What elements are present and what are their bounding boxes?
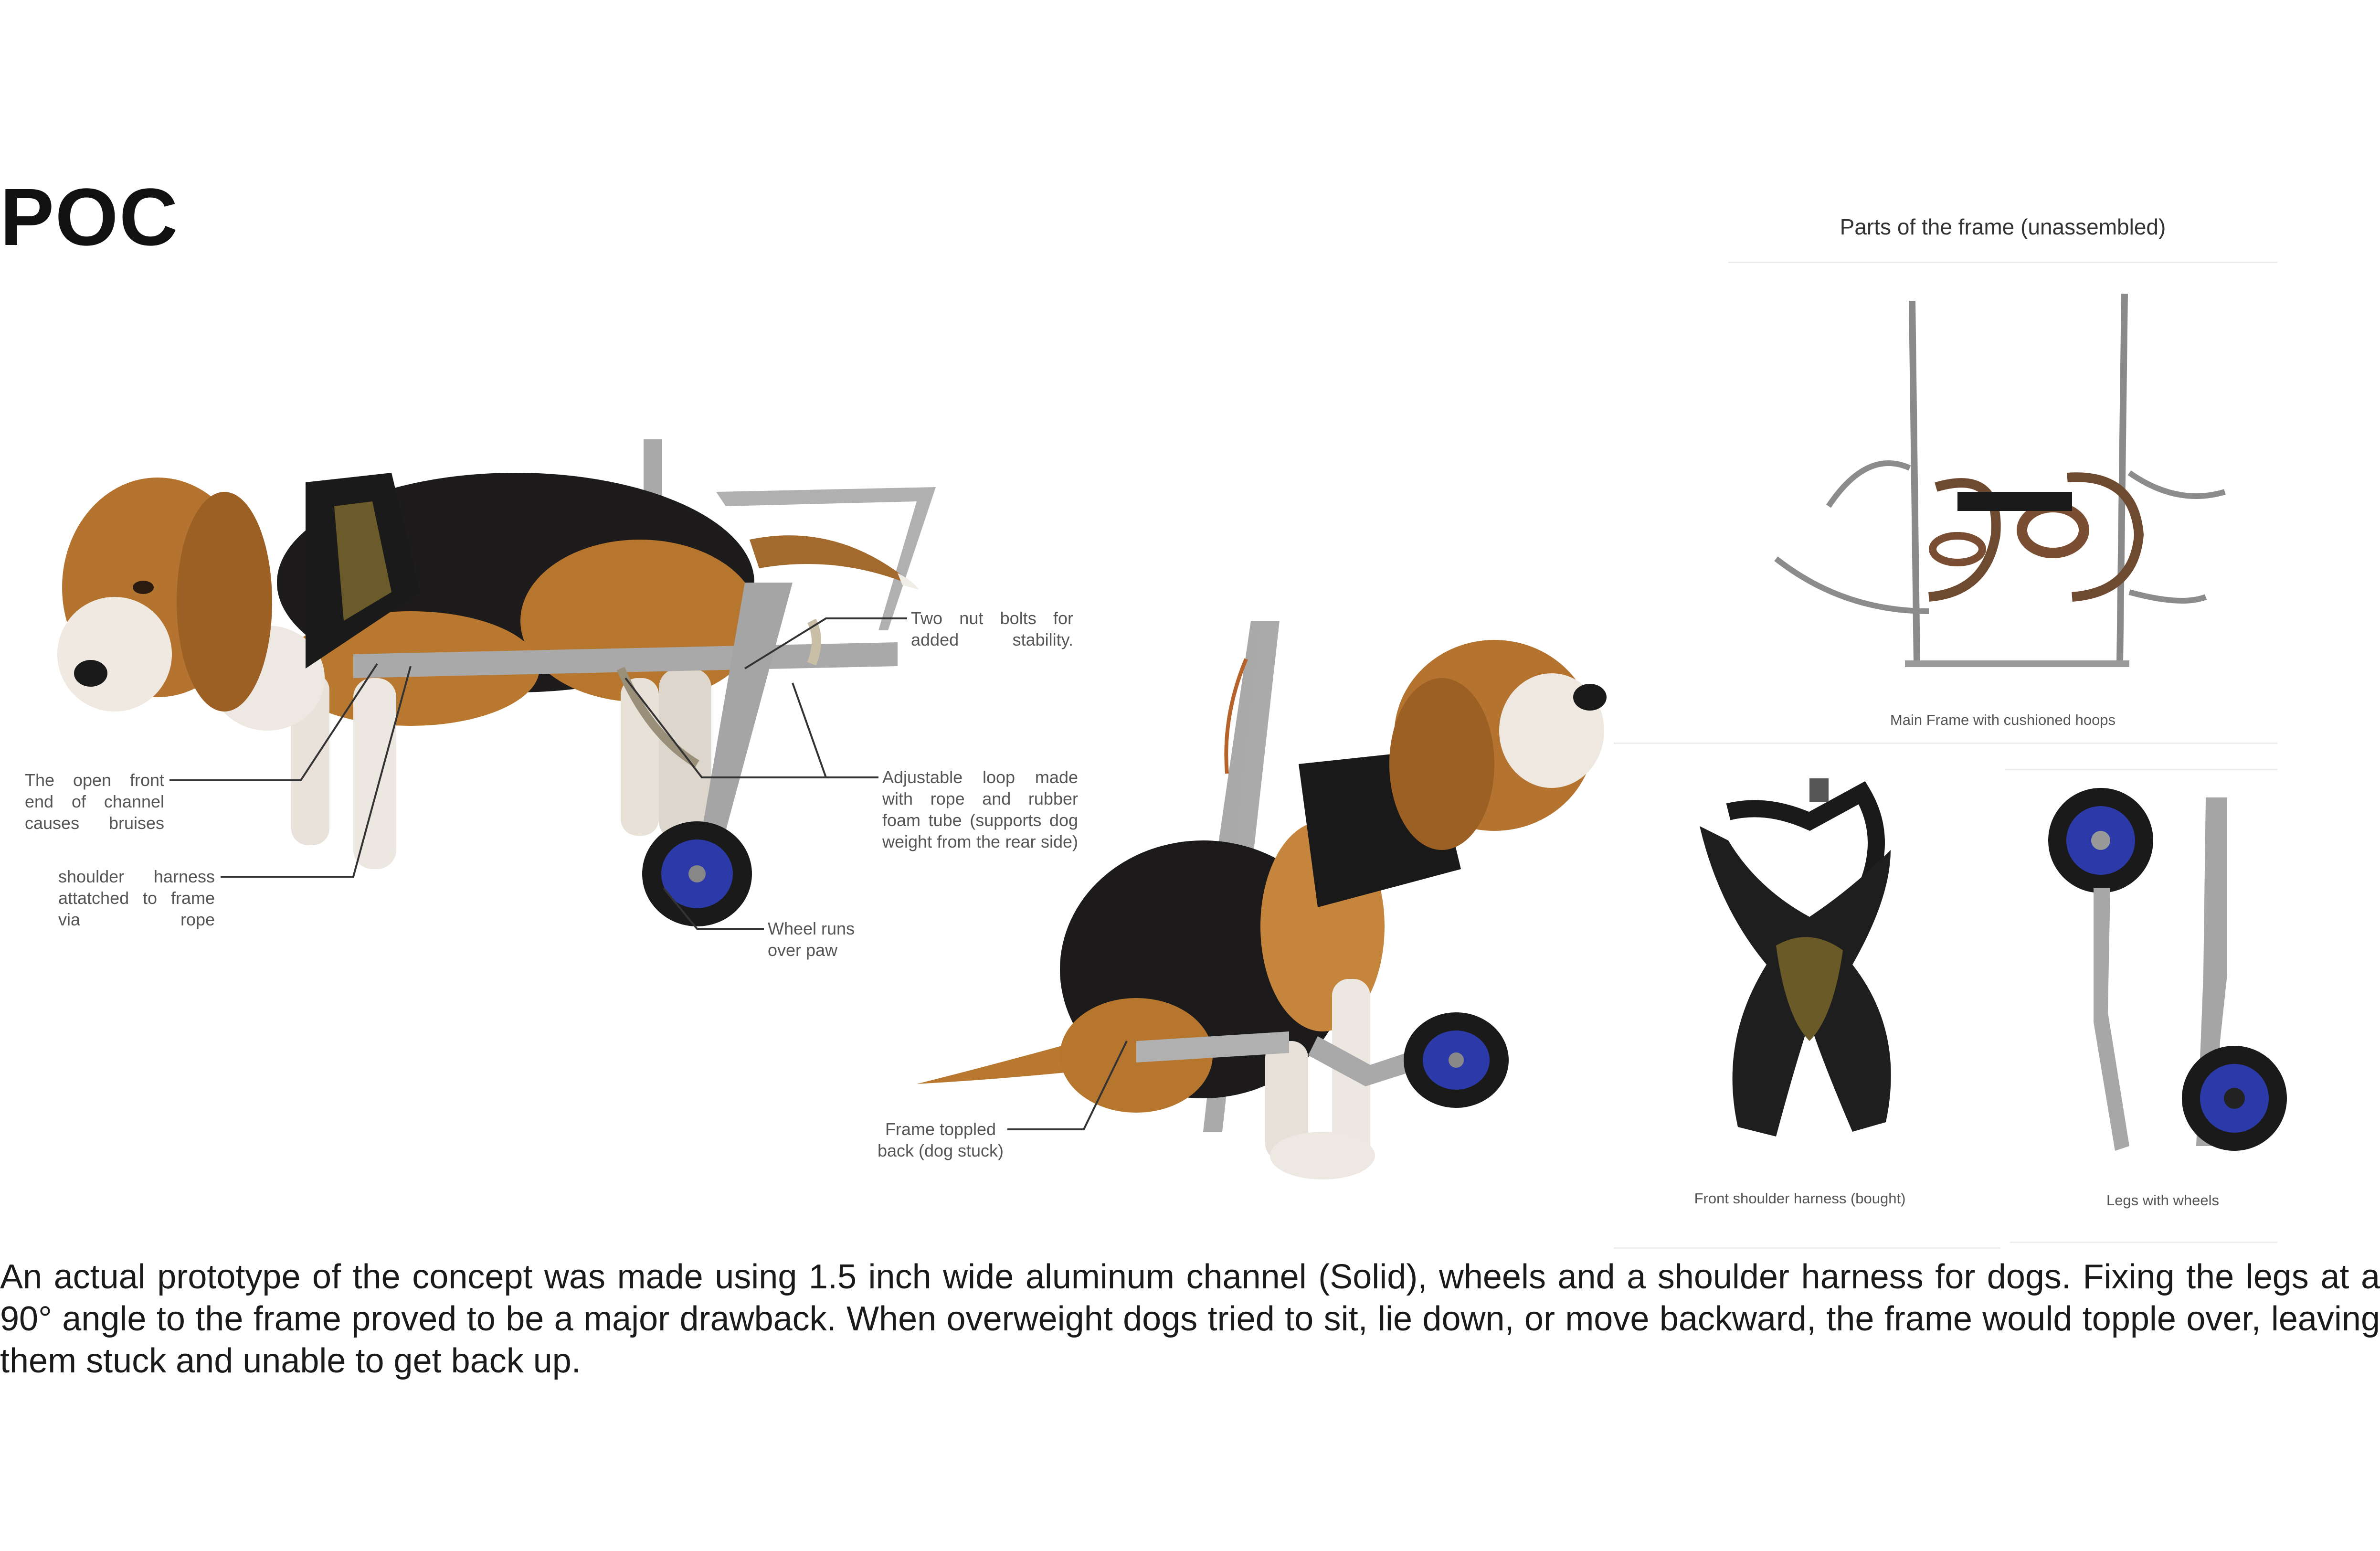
annotation-adjustable-loop: Adjustable loop made with rope and rubber foam tube (supports dog weight from the rear side) [882, 767, 1078, 851]
caption-main-frame: Main Frame with cushioned hoops [1890, 712, 2116, 728]
legs-bottom-divider [2010, 1242, 2277, 1243]
caption-front-harness: Front shoulder harness (bought) [1694, 1190, 1906, 1207]
legs-top-divider [2005, 769, 2277, 770]
harness-bottom-divider [1614, 1247, 2000, 1249]
description-paragraph: An actual prototype of the concept was made using 1.5 inch wide aluminum channel (Solid), wheels and a shoulder harness for dogs. Fixing the legs at a 90° angle to the frame proved to be a major drawback. When overweight dogs tried to sit, lie down, or move backward, the frame would topple over, leaving them stuck and unable to get back up. [0, 1258, 2380, 1380]
photo-main-frame [1776, 294, 2225, 664]
main-frame-divider [1614, 743, 2277, 744]
leader-adjustable-loop-tube [793, 683, 826, 777]
parts-heading: Parts of the frame (unassembled) [1840, 214, 2166, 239]
photo-sitting-dog-toppled-frame [917, 621, 1607, 1179]
photo-front-harness [1700, 778, 1891, 1137]
page-title: POC [0, 172, 179, 263]
photo-legs-with-wheels [2048, 788, 2287, 1151]
caption-legs-wheels: Legs with wheels [2106, 1192, 2220, 1209]
annotation-shoulder-harness: shoulder harness attatched to frame via rope [58, 867, 215, 929]
annotation-two-nut-bolts: Two nut bolts for added stability. [911, 608, 1073, 649]
parts-heading-divider [1728, 262, 2277, 263]
annotation-open-front: The open front end of channel causes bruises [25, 770, 164, 833]
annotation-frame-toppled: Frame toppled back (dog stuck) [877, 1119, 1004, 1160]
photo-standing-dog-with-cart [57, 439, 936, 926]
annotation-wheel-runs: Wheel runs over paw [768, 919, 855, 960]
